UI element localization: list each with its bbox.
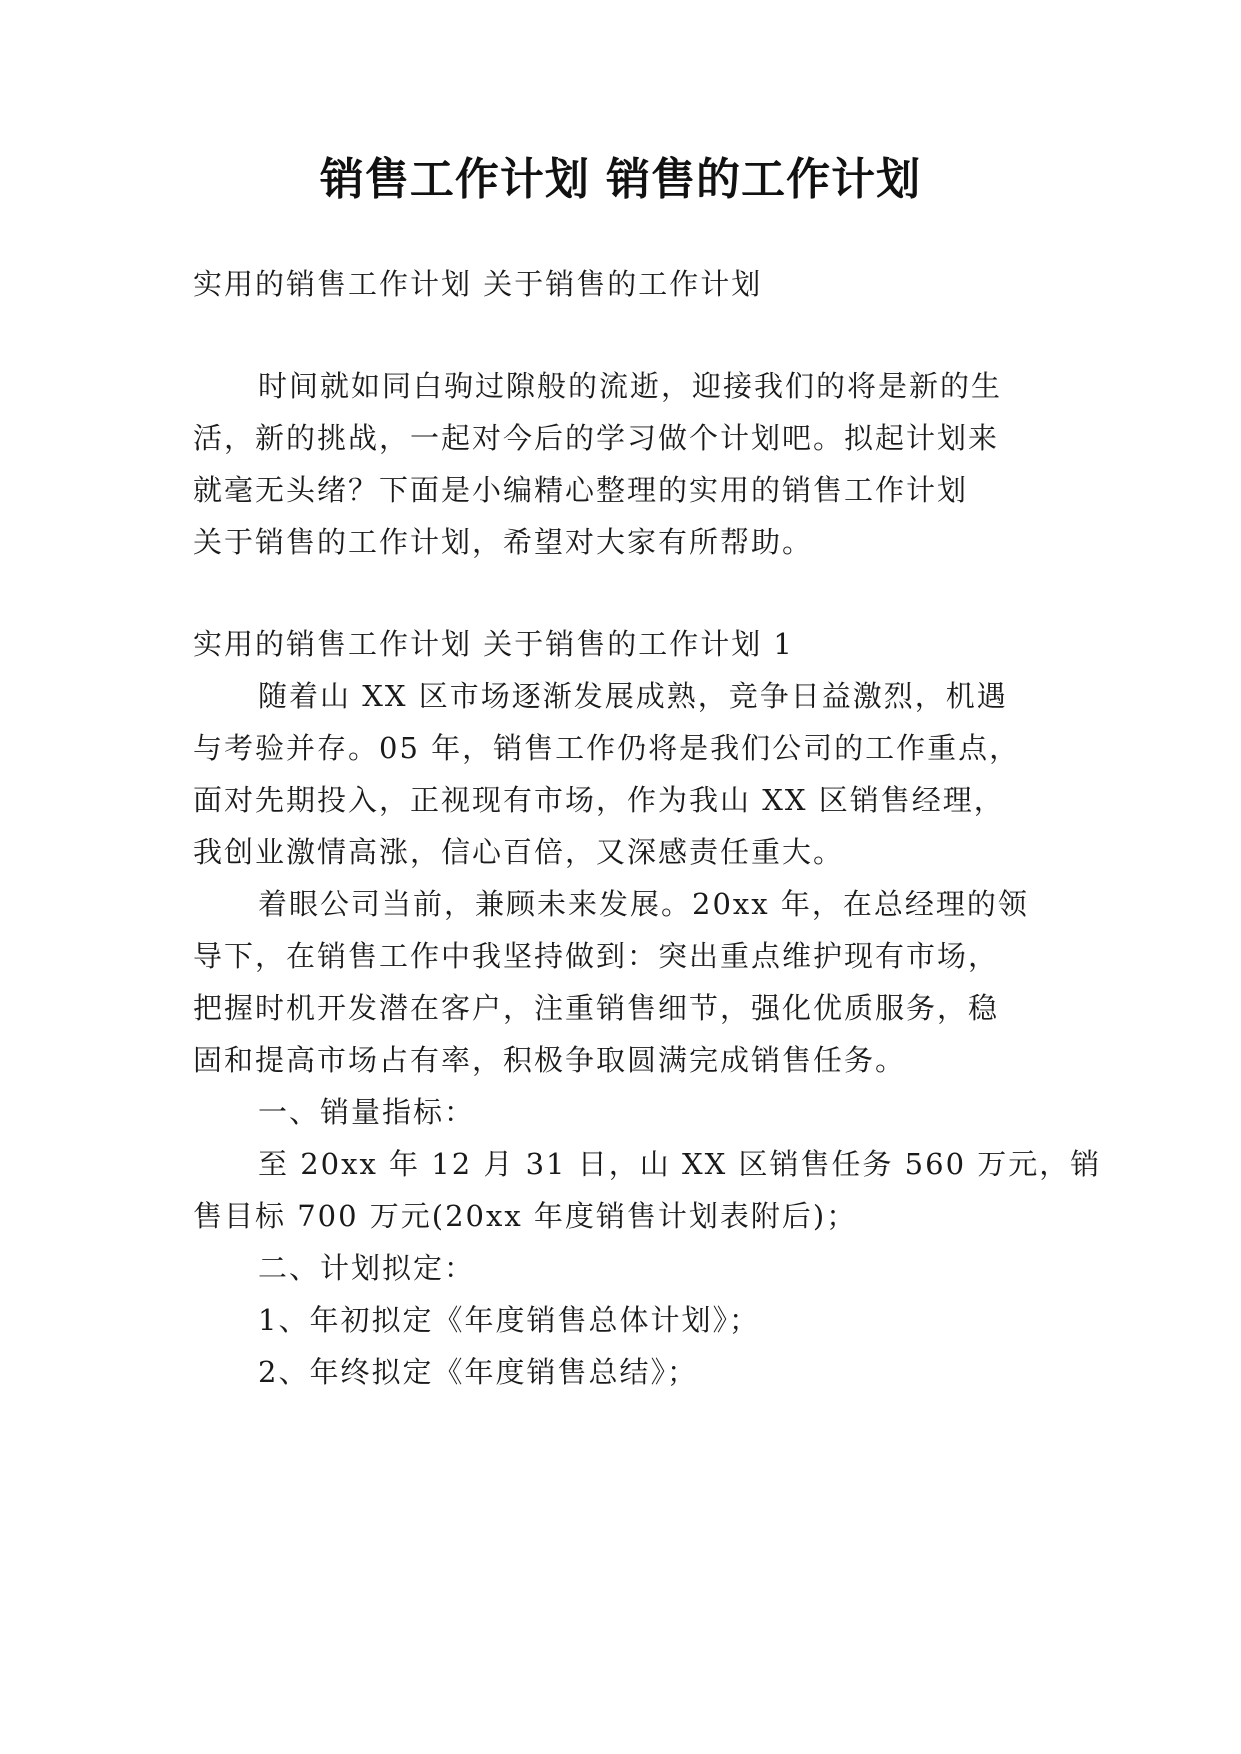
para2-line-3: 把握时机开发潜在客户，注重销售细节，强化优质服务，稳 [193,991,1000,1025]
sales-target-line-2: 售目标 700 万元(20xx 年度销售计划表附后)； [193,1199,858,1233]
para1-line-3: 面对先期投入，正视现有市场，作为我山 XX 区销售经理， [193,783,1005,817]
intro-line-2: 活，新的挑战，一起对今后的学习做个计划吧。拟起计划来 [193,421,1000,455]
plan-item-1: 1、年初拟定《年度销售总体计划》； [258,1303,760,1337]
plan-item-2: 2、年终拟定《年度销售总结》； [258,1355,698,1389]
sales-target-line-1: 至 20xx 年 12 月 31 日，山 XX 区销售任务 560 万元，销 [258,1147,1102,1181]
para2-line-4: 固和提高市场占有率，积极争取圆满完成销售任务。 [193,1043,907,1077]
intro-line-4: 关于销售的工作计划，希望对大家有所帮助。 [193,525,814,559]
para1-line-4: 我创业激情高涨，信心百倍，又深感责任重大。 [193,835,845,869]
para2-line-1: 着眼公司当前，兼顾未来发展。20xx 年，在总经理的领 [258,887,1029,921]
para1-line-1: 随着山 XX 区市场逐渐发展成熟，竞争日益激烈，机遇 [258,679,1008,713]
document-subtitle: 实用的销售工作计划 关于销售的工作计划 [193,267,763,301]
intro-line-1: 时间就如同白驹过隙般的流逝，迎接我们的将是新的生 [258,369,1003,403]
heading-sales-target: 一、销量指标： [258,1095,476,1129]
heading-plan: 二、计划拟定： [258,1251,476,1285]
para1-line-2: 与考验并存。05 年，销售工作仍将是我们公司的工作重点， [193,731,1021,765]
section-heading: 实用的销售工作计划 关于销售的工作计划 1 [193,627,794,661]
para2-line-2: 导下，在销售工作中我坚持做到：突出重点维护现有市场， [193,939,1000,973]
document-title: 销售工作计划 销售的工作计划 [319,154,922,205]
intro-line-3: 就毫无头绪？下面是小编精心整理的实用的销售工作计划 [193,473,969,507]
